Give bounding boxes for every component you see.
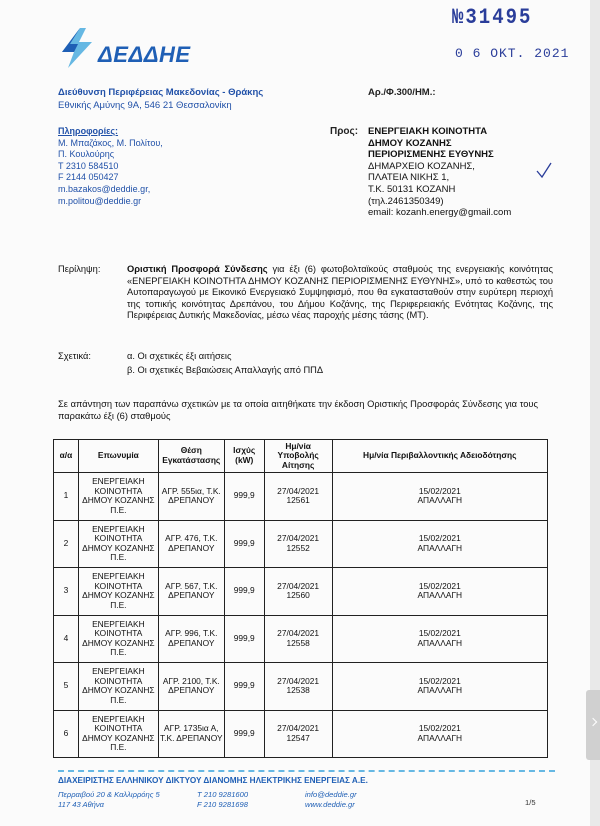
cell-env [332,615,547,663]
cell-location: ΑΓΡ. 2100, Τ.Κ. ΔΡΕΠΑΝΟΥ [158,663,224,711]
footer-address-line: 117 43 Αθήνα [58,800,105,809]
cell-power: 999,9 [224,663,264,711]
footer-website-link[interactable]: www.deddie.gr [305,800,355,809]
table-row [54,710,548,758]
table-row [54,520,548,568]
subject-text [127,264,553,322]
cell-name: ΕΝΕΡΓΕΙΑΚΗ ΚΟΙΝΟΤΗΤΑ ΔΗΜΟΥ ΚΟΖΑΝΗΣ Π.Ε. [78,568,158,616]
table-row [54,615,548,663]
contact-line: Π. Κουλούρης [58,149,115,160]
subject-body: για έξι (6) φωτοβολταϊκούς σταθμούς της ενεργειακής κοινότητας «ΕΝΕΡΓΕΙΑΚΗ ΚΟΙΝΟΤΗΤΑ ΔΗΜΟΥ ΚΟΖΑΝΗΣ ΠΕΡΙΟΡΙΣΜΕΝΗΣ ΕΥΘΥΝΗΣ», υπό το καθεστώς του Αυτοπαραγωγού με Εικονικό Ενεργειακό Συμψηφισμό, που θα εγκατασταθούν στην ευρύτερη περιοχή της τοπικής κοινότητας Δρεπάνου, του Δήμου Κοζάνης, της Περιφερειακής Ενότητας Κοζάνης, της Περιφέρειας Δυτικής Μακεδονίας, μέσω νέας παροχής μέσης τάσης (ΜΤ). [127,264,553,321]
cell-env-status: ΑΠΑΛΛΑΓΗ [417,590,463,601]
cell-app [264,663,332,711]
header-aa: α/α [54,440,79,473]
cell-env-date: 15/02/2021 [418,485,461,496]
stations-table [53,439,548,758]
header-app-date: Ημ/νία Υποβολής Αίτησης [264,440,332,473]
recipient-name: ΕΝΕΡΓΕΙΑΚΗ ΚΟΙΝΟΤΗΤΑ [368,126,488,137]
cell-location: ΑΓΡ. 567, Τ.Κ. ΔΡΕΠΑΝΟΥ [158,568,224,616]
cell-app-no: 12547 [286,732,310,743]
table-header-row [54,440,548,473]
cell-env [332,710,547,758]
logo-bolt-icon [58,26,98,70]
sender-department: Διεύθυνση Περιφέρειας Μακεδονίας - Θράκης [58,87,264,98]
cell-app-no: 12558 [286,637,310,648]
contact-heading: Πληροφορίες: [58,126,119,136]
recipient-label: Προς: [330,126,359,137]
footer-fax: F 210 9281698 [197,800,248,809]
subject-label: Περίληψη: [58,264,101,274]
header-name: Επωνυμία [78,440,158,473]
recipient-name: ΠΕΡΙΟΡΙΣΜΕΝΗΣ ΕΥΘΥΝΗΣ [368,149,494,161]
cell-location: ΑΓΡ. 476, Τ.Κ. ΔΡΕΠΑΝΟΥ [158,520,224,568]
cell-app-no: 12538 [286,685,310,696]
footer-divider [58,770,555,772]
table-row [54,663,548,711]
contact-email-link[interactable]: m.bazakos@deddie.gr, [58,183,151,194]
recipient-name: ΔΗΜΟΥ ΚΟΖΑΝΗΣ [368,137,452,149]
cell-power: 999,9 [224,520,264,568]
page-number: 1/5 [525,798,536,807]
cell-aa: 2 [54,520,79,568]
contact-fax: F 2144 050427 [58,172,119,183]
logo-wordmark: ΔΕΔΔΗΕ [98,42,191,67]
header-location: Θέση Εγκατάστασης [158,440,224,473]
footer-email-link[interactable]: info@deddie.gr [305,790,357,799]
cell-power: 999,9 [224,615,264,663]
cell-aa: 5 [54,663,79,711]
cell-app-date: 27/04/2021 [277,675,320,686]
cell-location: ΑΓΡ. 996, Τ.Κ. ΔΡΕΠΑΝΟΥ [158,615,224,663]
recipient-email: email: kozanh.energy@gmail.com [368,207,512,219]
cell-app-date: 27/04/2021 [277,723,320,734]
footer-phones [197,790,248,810]
cell-env [332,520,547,568]
contact-line: Μ. Μπαζάκος, Μ. Πολίτου, [58,137,163,148]
cell-app [264,615,332,663]
recipient-address: Τ.Κ. 50131 ΚΟΖΑΝΗ [368,183,456,195]
cell-power: 999,9 [224,568,264,616]
related-label: Σχετικά: [58,351,92,361]
cell-aa: 3 [54,568,79,616]
cell-power: 999,9 [224,710,264,758]
intro-paragraph: Σε απάντηση των παραπάνω σχετικών με τα οποία αιτηθήκατε την έκδοση Οριστικής Προσφοράς Σύνδεσης για τους παρακάτω έξι (6) σταθμούς [58,399,538,421]
cell-name: ΕΝΕΡΓΕΙΑΚΗ ΚΟΙΝΟΤΗΤΑ ΔΗΜΟΥ ΚΟΖΑΝΗΣ Π.Ε. [78,473,158,521]
cell-app [264,568,332,616]
cell-aa: 6 [54,710,79,758]
cell-env [332,568,547,616]
cell-app-no: 12560 [286,590,310,601]
cell-env-status: ΑΠΑΛΛΑΓΗ [417,495,463,506]
cell-env-status: ΑΠΑΛΛΑΓΗ [417,685,463,696]
cell-aa: 1 [54,473,79,521]
next-page-tab[interactable] [586,690,600,760]
cell-env [332,663,547,711]
header-env-date: Ημ/νία Περιβαλλοντικής Αδειοδότησης [332,440,547,473]
cell-app-date: 27/04/2021 [277,485,320,496]
recipient-address: ΠΛΑΤΕΙΑ ΝΙΚΗΣ 1, [368,172,450,184]
footer-web [305,790,357,810]
cell-power: 999,9 [224,473,264,521]
cell-app-date: 27/04/2021 [277,533,320,544]
cell-env [332,473,547,521]
cell-name: ΕΝΕΡΓΕΙΑΚΗ ΚΟΙΝΟΤΗΤΑ ΔΗΜΟΥ ΚΟΖΑΝΗΣ Π.Ε. [78,615,158,663]
cell-env-date: 15/02/2021 [418,723,461,734]
cell-app-no: 12552 [286,542,310,553]
cell-app [264,520,332,568]
cell-app [264,473,332,521]
contact-info [58,126,163,207]
protocol-stamp-date: 0 6 ΟΚΤ. 2021 [455,46,570,61]
cell-env-date: 15/02/2021 [418,628,461,639]
cell-env-status: ΑΠΑΛΛΑΓΗ [417,542,463,553]
handwritten-check-icon [535,162,553,180]
cell-env-date: 15/02/2021 [418,675,461,686]
cell-name: ΕΝΕΡΓΕΙΑΚΗ ΚΟΙΝΟΤΗΤΑ ΔΗΜΟΥ ΚΟΖΑΝΗΣ Π.Ε. [78,520,158,568]
contact-phone: Τ 2310 584510 [58,160,119,171]
cell-env-date: 15/02/2021 [418,533,461,544]
cell-aa: 4 [54,615,79,663]
reference-number: Αρ./Φ.300/ΗΜ.: [368,87,436,98]
cell-app-date: 27/04/2021 [277,628,320,639]
cell-env-status: ΑΠΑΛΛΑΓΗ [417,637,463,648]
cell-app [264,710,332,758]
contact-email-link[interactable]: m.politou@deddie.gr [58,195,142,206]
table-row [54,473,548,521]
cell-env-date: 15/02/2021 [418,580,461,591]
cell-app-date: 27/04/2021 [277,580,320,591]
recipient-block [368,126,511,219]
subject-title: Οριστική Προσφορά Σύνδεσης [127,264,268,274]
recipient-phone: (τηλ.2461350349) [368,195,444,207]
cell-location: ΑΓΡ. 1735ια Α, Τ.Κ. ΔΡΕΠΑΝΟΥ [158,710,224,758]
cell-app-no: 12561 [286,495,310,506]
sender-address: Εθνικής Αμύνης 9Α, 546 21 Θεσσαλονίκη [58,100,232,111]
related-item: β. Οι σχετικές Βεβαιώσεις Απαλλαγής από ΠΠΔ [127,365,324,375]
cell-name: ΕΝΕΡΓΕΙΑΚΗ ΚΟΙΝΟΤΗΤΑ ΔΗΜΟΥ ΚΟΖΑΝΗΣ Π.Ε. [78,663,158,711]
footer-phone: Τ 210 9281600 [197,790,249,799]
related-item: α. Οι σχετικές έξι αιτήσεις [127,351,232,361]
cell-env-status: ΑΠΑΛΛΑΓΗ [417,732,463,743]
cell-name: ΕΝΕΡΓΕΙΑΚΗ ΚΟΙΝΟΤΗΤΑ ΔΗΜΟΥ ΚΟΖΑΝΗΣ Π.Ε. [78,710,158,758]
footer-address [58,790,160,810]
recipient-address: ΔΗΜΑΡΧΕΙΟ ΚΟΖΑΝΗΣ, [368,160,475,172]
footer-organization: ΔΙΑΧΕΙΡΙΣΤΗΣ ΕΛΛΗΝΙΚΟΥ ΔΙΚΤΥΟΥ ΔΙΑΝΟΜΗΣ ΗΛΕΚΤΡΙΚΗΣ ΕΝΕΡΓΕΙΑΣ Α.Ε. [58,776,368,785]
table-row [54,568,548,616]
footer-address-line: Περραιβού 20 & Καλλιρρόης 5 [58,790,160,799]
protocol-stamp-number: №31495 [452,4,533,30]
deddie-logo [58,26,228,86]
header-power: Ισχύς (kW) [224,440,264,473]
cell-location: ΑΓΡ. 555ια, Τ.Κ. ΔΡΕΠΑΝΟΥ [158,473,224,521]
